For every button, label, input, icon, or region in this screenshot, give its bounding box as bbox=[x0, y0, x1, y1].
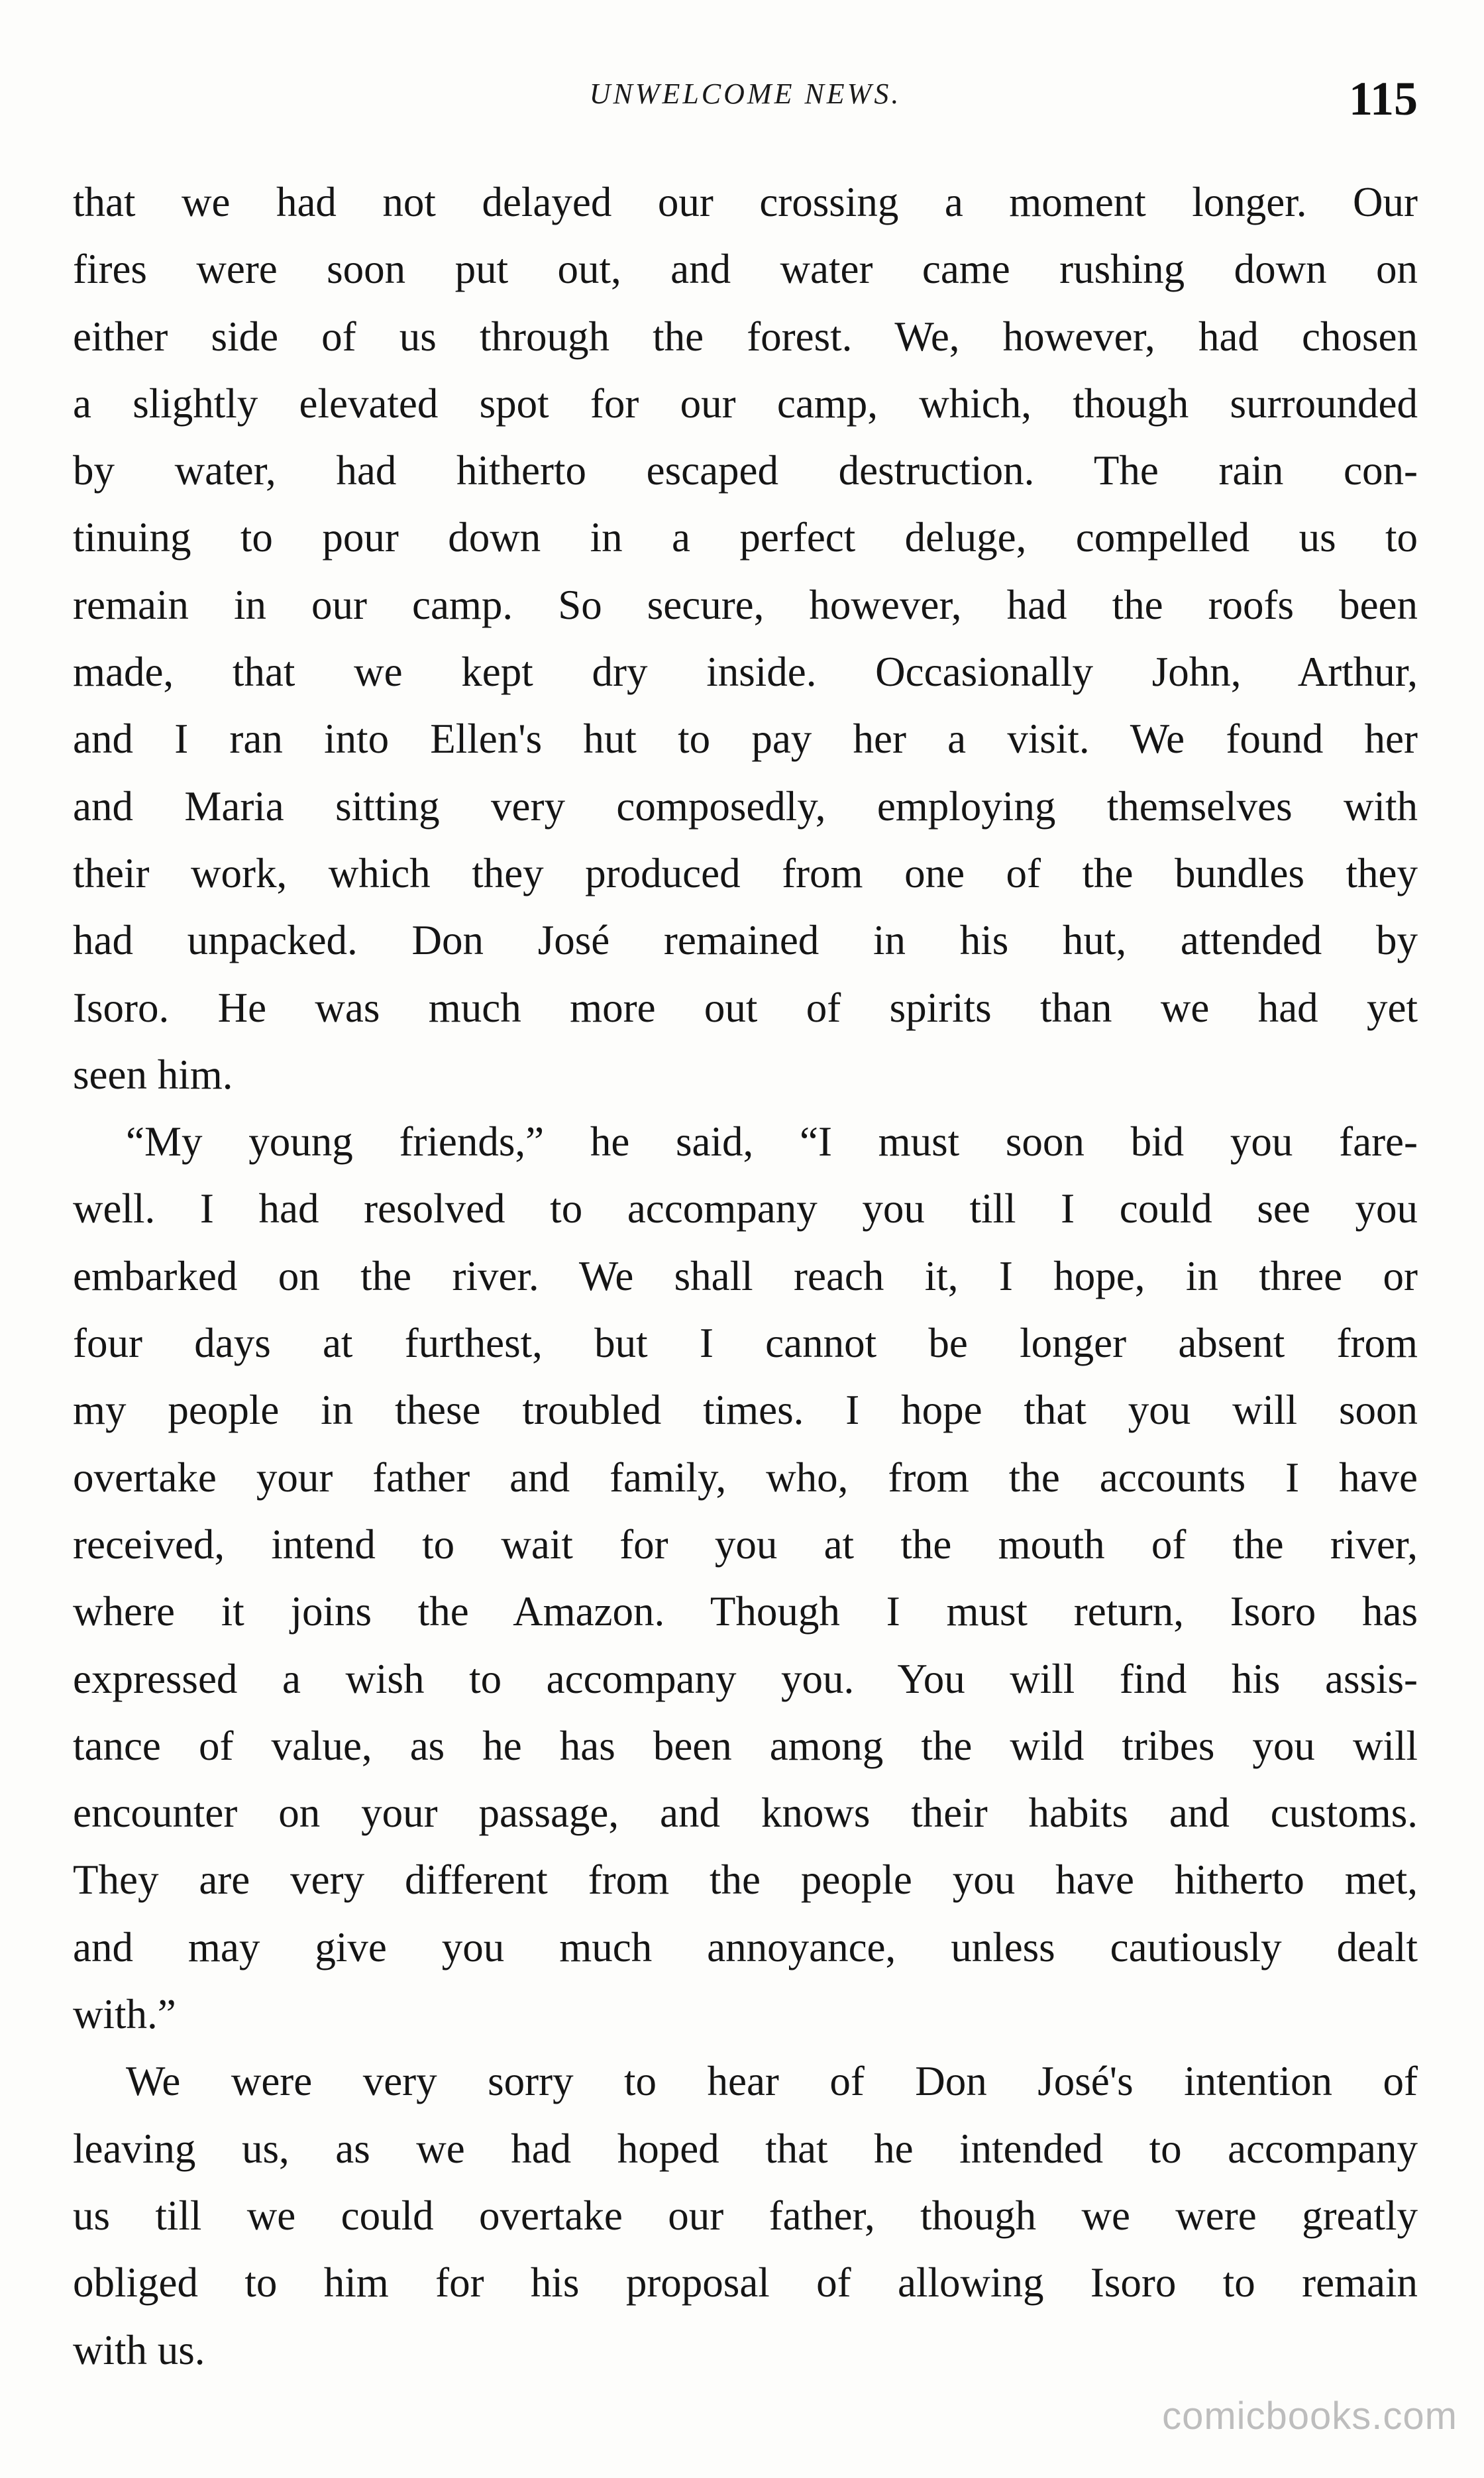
text-line: with.” bbox=[73, 1991, 176, 2038]
text-line: “My young friends,” he said, “I must soon bid you fare- bbox=[126, 1118, 1418, 1165]
text-line: remain in our camp. So secure, however, had the roofs been bbox=[73, 581, 1418, 628]
text-line: They are very different from the people you have hitherto met, bbox=[73, 1857, 1418, 1904]
text-line: encounter on your passage, and knows their habits and customs. bbox=[73, 1790, 1418, 1837]
text-line: We were very sorry to hear of Don José's intention of bbox=[126, 2058, 1418, 2105]
page-number: 115 bbox=[1348, 72, 1418, 125]
text-line: received, intend to wait for you at the mouth of the river, bbox=[73, 1521, 1418, 1568]
text-line: Isoro. He was much more out of spirits than we had yet bbox=[73, 984, 1418, 1031]
text-line: fires were soon put out, and water came rushing down on bbox=[73, 246, 1418, 293]
text-line: leaving us, as we had hoped that he intended to accompany bbox=[73, 2125, 1418, 2172]
text-line: where it joins the Amazon. Though I must return, Isoro has bbox=[73, 1588, 1418, 1635]
text-line: obliged to him for his proposal of allowing Isoro to remain bbox=[73, 2259, 1418, 2306]
page-header bbox=[73, 72, 1418, 144]
text-line: overtake your father and family, who, from the accounts I have bbox=[73, 1454, 1418, 1501]
text-line: tance of value, as he has been among the wild tribes you will bbox=[73, 1722, 1418, 1769]
text-line: embarked on the river. We shall reach it, I hope, in three or bbox=[73, 1252, 1418, 1299]
text-line: a slightly elevated spot for our camp, which, though surrounded bbox=[73, 380, 1418, 427]
text-line: made, that we kept dry inside. Occasionally John, Arthur, bbox=[73, 649, 1418, 696]
text-line: well. I had resolved to accompany you till I could see you bbox=[73, 1185, 1418, 1232]
running-head: UNWELCOME NEWS. bbox=[589, 78, 902, 110]
text-line: and I ran into Ellen's hut to pay her a visit. We found her bbox=[73, 716, 1418, 763]
text-line: us till we could overtake our father, though we were greatly bbox=[73, 2192, 1418, 2239]
text-line: and may give you much annoyance, unless cautiously dealt bbox=[73, 1923, 1418, 1970]
page-body bbox=[73, 169, 1418, 2384]
text-line: expressed a wish to accompany you. You will find his assis- bbox=[73, 1655, 1418, 1702]
text-line: four days at furthest, but I cannot be longer absent from bbox=[73, 1320, 1418, 1367]
text-line: tinuing to pour down in a perfect deluge, compelled us to bbox=[73, 514, 1418, 561]
text-line: by water, had hitherto escaped destruction. The rain con- bbox=[73, 447, 1418, 494]
text-line: that we had not delayed our crossing a moment longer. Our bbox=[73, 179, 1418, 225]
watermark: comicbooks.com bbox=[1162, 2395, 1458, 2438]
text-line: either side of us through the forest. We, however, had chosen bbox=[73, 313, 1418, 360]
text-line: my people in these troubled times. I hope that you will soon bbox=[73, 1387, 1418, 1434]
text-line: seen him. bbox=[73, 1051, 233, 1098]
text-line: with us. bbox=[73, 2326, 205, 2373]
text-line: had unpacked. Don José remained in his hut, attended by bbox=[73, 917, 1418, 964]
text-line: their work, which they produced from one of the bundles they bbox=[73, 849, 1418, 896]
paragraph-1 bbox=[73, 169, 1418, 1108]
text-line: and Maria sitting very composedly, employing themselves with bbox=[73, 782, 1418, 830]
paragraph-3 bbox=[73, 2048, 1418, 2383]
paragraph-2 bbox=[73, 1108, 1418, 2048]
